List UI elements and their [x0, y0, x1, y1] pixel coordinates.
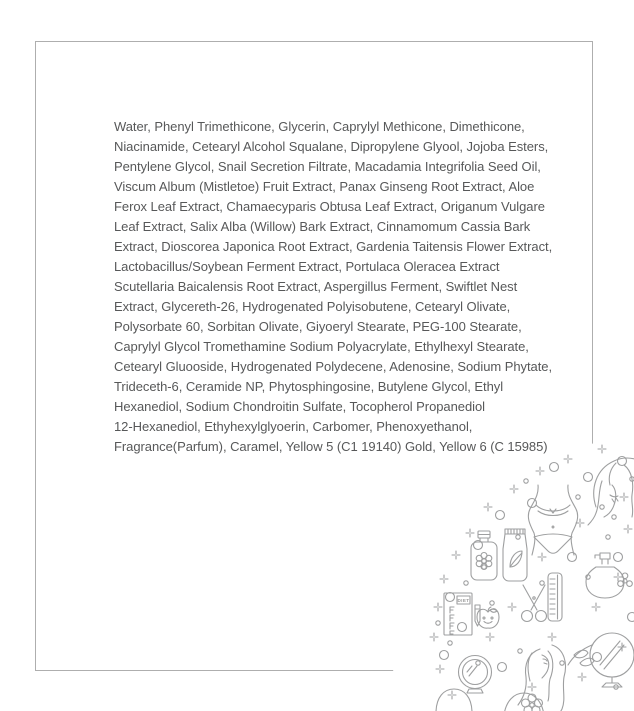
ingredients-line: Caprylyl Glycol Tromethamine Sodium Polyacrylate, Ethylhexyl Stearate,	[114, 339, 529, 354]
cream-tube-icon	[503, 529, 527, 581]
perfume-bottle-icon	[586, 553, 632, 598]
lotion-bottle-icon	[471, 531, 497, 580]
ingredients-line: Polysorbate 60, Sorbitan Olivate, Giyoeryl Stearate, PEG-100 Stearate,	[114, 319, 522, 334]
compact-mirror-icon	[459, 656, 492, 694]
ingredients-text	[114, 117, 594, 457]
ingredients-line: Extract, Dioscorea Japonica Root Extract, Gardenia Taitensis Flower Extract,	[114, 239, 553, 254]
ingredients-line: Cetearyl Gluooside, Hydrogenated Polydecene, Adenosine, Sodium Phytate,	[114, 359, 553, 374]
ingredients-line: Ferox Leaf Extract, Chamaecyparis Obtusa Leaf Extract, Origanum Vulgare	[114, 199, 545, 214]
ingredients-line: Fragrance(Parfum), Caramel, Yellow 5 (C1 19140) Gold, Yellow 6 (C 15985)	[114, 439, 548, 454]
scissors-icon	[522, 585, 547, 622]
ingredients-line: Viscum Album (Mistletoe) Fruit Extract, Panax Ginseng Root Extract, Aloe	[114, 179, 535, 194]
diet-checklist-icon	[444, 593, 480, 635]
ingredients-line: Niacinamide, Cetearyl Alcohol Squalane, Dipropylene Glyool, Jojoba Esters,	[114, 139, 549, 154]
standing-mirror-icon	[590, 633, 634, 687]
ingredients-line: Lactobacillus/Soybean Ferment Extract, Portulaca Oleracea Extract	[114, 259, 500, 274]
bikini-body-icon	[528, 485, 577, 555]
ingredients-line: Hexanediol, Sodium Chondroitin Sulfate, Tocopherol Propanediol	[114, 399, 486, 414]
ingredients-line: Extract, Glycereth-26, Hydrogenated Polyisobutene, Cetearyl Olivate,	[114, 299, 511, 314]
comb-icon	[548, 573, 562, 621]
woman-hair-icon	[518, 645, 566, 711]
woman-face-icon	[588, 458, 634, 525]
ingredients-line: Pentylene Glycol, Snail Secretion Filtrate, Macadamia Integrifolia Seed Oil,	[114, 159, 541, 174]
head-silhouette-icon	[436, 689, 472, 711]
ingredients-line: Leaf Extract, Salix Alba (Willow) Bark Extract, Cinnamomum Cassia Bark	[114, 219, 531, 234]
ingredients-line: Scutellaria Baicalensis Root Extract, Aspergillus Ferment, Swiftlet Nest	[114, 279, 518, 294]
ingredients-line: 12-Hexanediol, Ethyhexylglyoerin, Carbomer, Phenoxyethanol,	[114, 419, 473, 434]
ingredients-line: Water, Phenyl Trimethicone, Glycerin, Caprylyl Methicone, Dimethicone,	[114, 119, 525, 134]
ingredients-line: Trideceth-6, Ceramide NP, Phytosphingosine, Butylene Glycol, Ethyl	[114, 379, 504, 394]
svg-text:DIET: DIET	[457, 598, 470, 603]
